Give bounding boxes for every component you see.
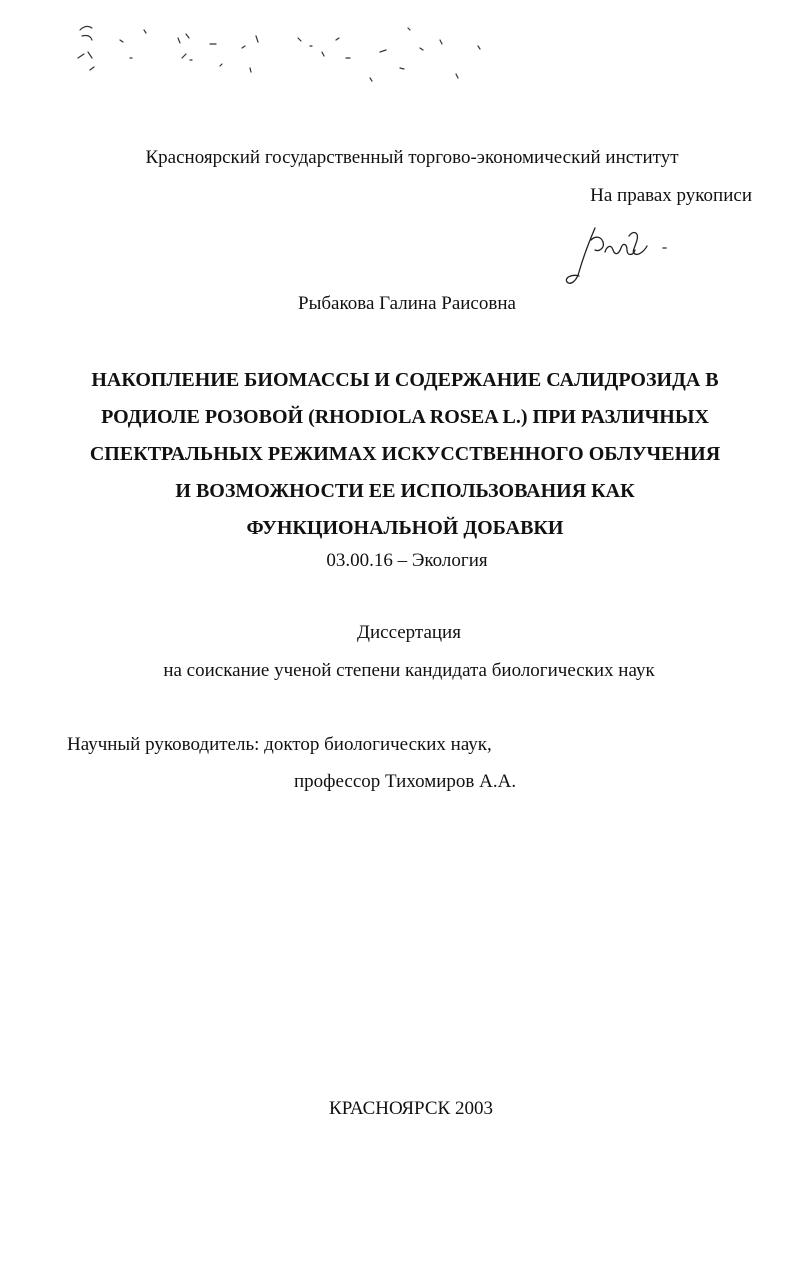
specialty-code: 03.00.16 – Экология: [326, 550, 488, 571]
supervisor-name: профессор Тихомиров А.А.: [294, 771, 517, 792]
degree-statement: на соискание ученой степени кандидата биологических наук: [163, 660, 655, 681]
scan-noise-marks: [60, 18, 490, 88]
title-line: СПЕКТРАЛЬНЫХ РЕЖИМАХ ИСКУССТВЕННОГО ОБЛУЧЕНИЯ: [89, 443, 721, 465]
title-line: РОДИОЛЕ РОЗОВОЙ (RHODIOLA ROSEA L.) ПРИ РАЗЛИЧНЫХ: [101, 406, 709, 428]
author-name: Рыбакова Галина Раисовна: [298, 293, 516, 314]
document-type: Диссертация: [357, 622, 461, 643]
institute-name: Красноярский государственный торгово-экономический институт: [145, 147, 679, 168]
title-line: И ВОЗМОЖНОСТИ ЕЕ ИСПОЛЬЗОВАНИЯ КАК: [175, 480, 635, 502]
title-line: НАКОПЛЕНИЕ БИОМАССЫ И СОДЕРЖАНИЕ САЛИДРОЗИДА В: [91, 369, 719, 391]
rights-note: На правах рукописи: [590, 185, 752, 206]
supervisor-line: Научный руководитель: доктор биологических наук,: [67, 734, 492, 755]
city-year: КРАСНОЯРСК 2003: [329, 1098, 493, 1119]
title-line: ФУНКЦИОНАЛЬНОЙ ДОБАВКИ: [246, 517, 564, 539]
dissertation-title: [50, 362, 760, 547]
author-signature: [565, 222, 675, 292]
